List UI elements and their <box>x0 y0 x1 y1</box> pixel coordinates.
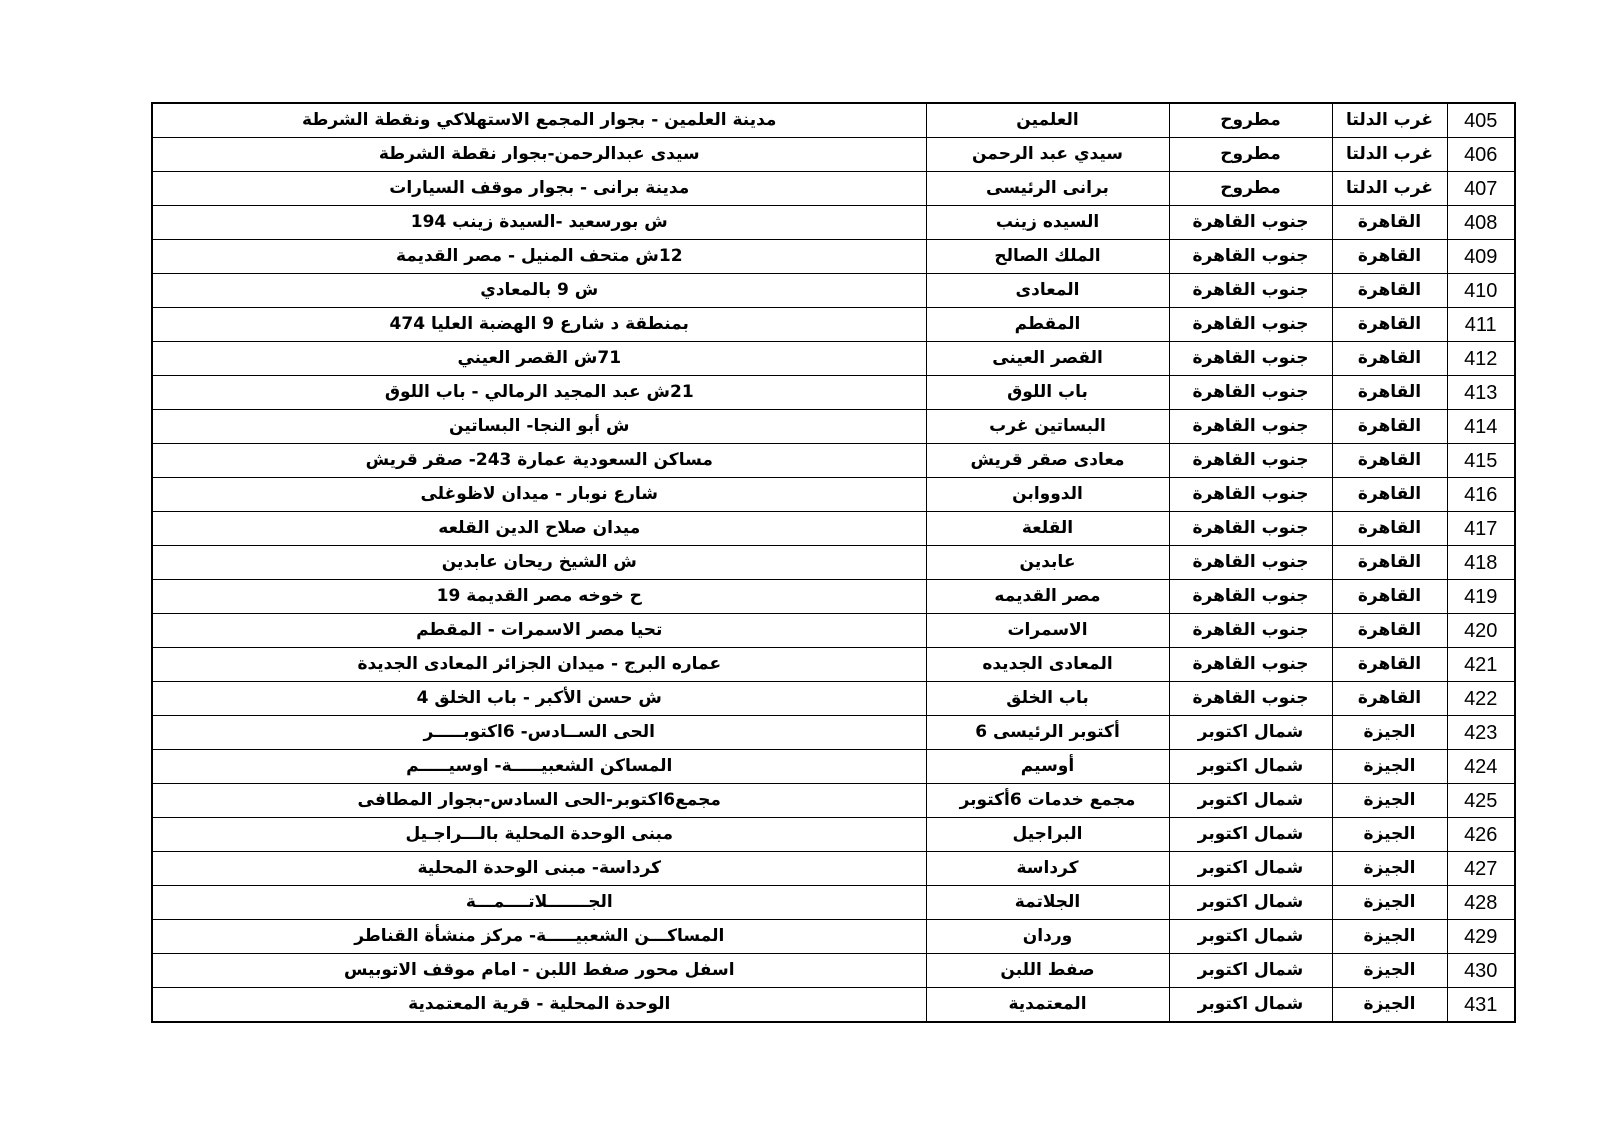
row-number-cell: 431 <box>1447 988 1515 1023</box>
zone-cell: جنوب القاهرة <box>1169 376 1332 410</box>
office-name-cell: القصر العينى <box>926 342 1169 376</box>
address-cell: بمنطقة د شارع 9 الهضبة العليا 474 <box>152 308 926 342</box>
table-row <box>152 546 1515 580</box>
row-number-cell: 421 <box>1447 648 1515 682</box>
region-cell: القاهرة <box>1332 308 1447 342</box>
address-cell: 21ش عبد المجيد الرمالي - باب اللوق <box>152 376 926 410</box>
table-row <box>152 138 1515 172</box>
office-name-cell: المعتمدية <box>926 988 1169 1023</box>
zone-cell: جنوب القاهرة <box>1169 308 1332 342</box>
region-cell: القاهرة <box>1332 478 1447 512</box>
row-number-cell: 429 <box>1447 920 1515 954</box>
zone-cell: مطروح <box>1169 172 1332 206</box>
region-cell: القاهرة <box>1332 648 1447 682</box>
office-name-cell: سيدي عبد الرحمن <box>926 138 1169 172</box>
region-cell: القاهرة <box>1332 410 1447 444</box>
region-cell: الجيزة <box>1332 716 1447 750</box>
zone-cell: شمال اكتوبر <box>1169 954 1332 988</box>
address-cell: مدينة برانى - بجوار موقف السيارات <box>152 172 926 206</box>
office-name-cell: صفط اللبن <box>926 954 1169 988</box>
zone-cell: جنوب القاهرة <box>1169 206 1332 240</box>
zone-cell: شمال اكتوبر <box>1169 818 1332 852</box>
row-number-cell: 422 <box>1447 682 1515 716</box>
office-name-cell: كرداسة <box>926 852 1169 886</box>
region-cell: القاهرة <box>1332 376 1447 410</box>
table-row <box>152 750 1515 784</box>
region-cell: الجيزة <box>1332 852 1447 886</box>
office-name-cell: القلعة <box>926 512 1169 546</box>
address-cell: كرداسة- مبنى الوحدة المحلية <box>152 852 926 886</box>
region-cell: القاهرة <box>1332 682 1447 716</box>
table-row <box>152 920 1515 954</box>
region-cell: الجيزة <box>1332 886 1447 920</box>
table-row <box>152 342 1515 376</box>
region-cell: الجيزة <box>1332 818 1447 852</box>
region-cell: الجيزة <box>1332 750 1447 784</box>
table-row <box>152 954 1515 988</box>
row-number-cell: 417 <box>1447 512 1515 546</box>
office-name-cell: المعادى <box>926 274 1169 308</box>
office-name-cell: البساتين غرب <box>926 410 1169 444</box>
region-cell: القاهرة <box>1332 240 1447 274</box>
address-cell: 12ش متحف المنيل - مصر القديمة <box>152 240 926 274</box>
table-row <box>152 478 1515 512</box>
row-number-cell: 407 <box>1447 172 1515 206</box>
office-name-cell: الملك الصالح <box>926 240 1169 274</box>
office-name-cell: العلمين <box>926 103 1169 138</box>
table-row <box>152 444 1515 478</box>
office-name-cell: المقطم <box>926 308 1169 342</box>
zone-cell: شمال اكتوبر <box>1169 784 1332 818</box>
address-cell: 71ش القصر العيني <box>152 342 926 376</box>
office-name-cell: وردان <box>926 920 1169 954</box>
zone-cell: شمال اكتوبر <box>1169 920 1332 954</box>
row-number-cell: 428 <box>1447 886 1515 920</box>
row-number-cell: 405 <box>1447 103 1515 138</box>
zone-cell: جنوب القاهرة <box>1169 512 1332 546</box>
address-cell: الوحدة المحلية - قرية المعتمدية <box>152 988 926 1023</box>
region-cell: غرب الدلتا <box>1332 138 1447 172</box>
office-name-cell: الدووابن <box>926 478 1169 512</box>
office-name-cell: مجمع خدمات 6أكتوبر <box>926 784 1169 818</box>
branches-table <box>151 102 1516 1023</box>
address-cell: سيدى عبدالرحمن-بجوار نقطة الشرطة <box>152 138 926 172</box>
office-name-cell: عابدين <box>926 546 1169 580</box>
address-cell: الحى الســادس- 6اكتوبـــــر <box>152 716 926 750</box>
row-number-cell: 427 <box>1447 852 1515 886</box>
zone-cell: شمال اكتوبر <box>1169 886 1332 920</box>
region-cell: القاهرة <box>1332 512 1447 546</box>
row-number-cell: 411 <box>1447 308 1515 342</box>
region-cell: الجيزة <box>1332 954 1447 988</box>
table-row <box>152 988 1515 1023</box>
table-row <box>152 818 1515 852</box>
region-cell: القاهرة <box>1332 614 1447 648</box>
table-row <box>152 716 1515 750</box>
office-name-cell: أوسيم <box>926 750 1169 784</box>
zone-cell: جنوب القاهرة <box>1169 444 1332 478</box>
region-cell: القاهرة <box>1332 206 1447 240</box>
row-number-cell: 426 <box>1447 818 1515 852</box>
region-cell: القاهرة <box>1332 342 1447 376</box>
row-number-cell: 420 <box>1447 614 1515 648</box>
region-cell: القاهرة <box>1332 444 1447 478</box>
table-row <box>152 682 1515 716</box>
table-row <box>152 206 1515 240</box>
zone-cell: شمال اكتوبر <box>1169 750 1332 784</box>
row-number-cell: 419 <box>1447 580 1515 614</box>
office-name-cell: برانى الرئيسى <box>926 172 1169 206</box>
address-cell: عماره البرج - ميدان الجزائر المعادى الجديدة <box>152 648 926 682</box>
zone-cell: جنوب القاهرة <box>1169 546 1332 580</box>
row-number-cell: 410 <box>1447 274 1515 308</box>
address-cell: ش 9 بالمعادي <box>152 274 926 308</box>
office-name-cell: الجلاتمة <box>926 886 1169 920</box>
office-name-cell: باب الخلق <box>926 682 1169 716</box>
table-row <box>152 580 1515 614</box>
row-number-cell: 425 <box>1447 784 1515 818</box>
row-number-cell: 406 <box>1447 138 1515 172</box>
address-cell: ش أبو النجا- البساتين <box>152 410 926 444</box>
table-row <box>152 376 1515 410</box>
address-cell: ميدان صلاح الدين القلعه <box>152 512 926 546</box>
zone-cell: شمال اكتوبر <box>1169 988 1332 1023</box>
row-number-cell: 416 <box>1447 478 1515 512</box>
zone-cell: شمال اكتوبر <box>1169 716 1332 750</box>
table-row <box>152 240 1515 274</box>
office-name-cell: معادى صقر قريش <box>926 444 1169 478</box>
region-cell: الجيزة <box>1332 988 1447 1023</box>
address-cell: الجـــــــلاتــــمـــة <box>152 886 926 920</box>
address-cell: المساكـــن الشعبيـــــة- مركز منشأة القناطر <box>152 920 926 954</box>
office-name-cell: باب اللوق <box>926 376 1169 410</box>
address-cell: مبنى الوحدة المحلية بالـــراجـيل <box>152 818 926 852</box>
address-cell: تحيا مصر الاسمرات - المقطم <box>152 614 926 648</box>
zone-cell: جنوب القاهرة <box>1169 648 1332 682</box>
zone-cell: جنوب القاهرة <box>1169 580 1332 614</box>
table-row <box>152 784 1515 818</box>
office-name-cell: مصر القديمه <box>926 580 1169 614</box>
region-cell: الجيزة <box>1332 920 1447 954</box>
zone-cell: جنوب القاهرة <box>1169 342 1332 376</box>
office-name-cell: أكتوبر الرئيسى 6 <box>926 716 1169 750</box>
address-cell: شارع نوبار - ميدان لاظوغلى <box>152 478 926 512</box>
branches-table-body <box>152 103 1515 1022</box>
address-cell: ش الشيخ ريحان عابدين <box>152 546 926 580</box>
address-cell: ح خوخه مصر القديمة 19 <box>152 580 926 614</box>
zone-cell: شمال اكتوبر <box>1169 852 1332 886</box>
zone-cell: جنوب القاهرة <box>1169 614 1332 648</box>
address-cell: مساكن السعودية عمارة 243- صقر قريش <box>152 444 926 478</box>
zone-cell: مطروح <box>1169 103 1332 138</box>
address-cell: مدينة العلمين - بجوار المجمع الاستهلاكي ونقطة الشرطة <box>152 103 926 138</box>
address-cell: مجمع6اكتوبر-الحى السادس-بجوار المطافى <box>152 784 926 818</box>
table-row <box>152 648 1515 682</box>
region-cell: غرب الدلتا <box>1332 172 1447 206</box>
region-cell: القاهرة <box>1332 546 1447 580</box>
zone-cell: مطروح <box>1169 138 1332 172</box>
address-cell: ش بورسعيد -السيدة زينب 194 <box>152 206 926 240</box>
address-cell: اسفل محور صفط اللبن - امام موقف الاتوبيس <box>152 954 926 988</box>
table-row <box>152 308 1515 342</box>
row-number-cell: 412 <box>1447 342 1515 376</box>
office-name-cell: المعادى الجديده <box>926 648 1169 682</box>
zone-cell: جنوب القاهرة <box>1169 478 1332 512</box>
zone-cell: جنوب القاهرة <box>1169 274 1332 308</box>
row-number-cell: 413 <box>1447 376 1515 410</box>
office-name-cell: البراجيل <box>926 818 1169 852</box>
table-row <box>152 614 1515 648</box>
address-cell: ش حسن الأكبر - باب الخلق 4 <box>152 682 926 716</box>
office-name-cell: الاسمرات <box>926 614 1169 648</box>
region-cell: القاهرة <box>1332 580 1447 614</box>
row-number-cell: 423 <box>1447 716 1515 750</box>
table-row <box>152 852 1515 886</box>
table-row <box>152 512 1515 546</box>
office-name-cell: السيده زينب <box>926 206 1169 240</box>
region-cell: غرب الدلتا <box>1332 103 1447 138</box>
row-number-cell: 430 <box>1447 954 1515 988</box>
row-number-cell: 418 <box>1447 546 1515 580</box>
table-row <box>152 410 1515 444</box>
table-row <box>152 886 1515 920</box>
region-cell: القاهرة <box>1332 274 1447 308</box>
address-cell: المساكن الشعبيـــــة- اوسيـــــم <box>152 750 926 784</box>
zone-cell: جنوب القاهرة <box>1169 410 1332 444</box>
zone-cell: جنوب القاهرة <box>1169 682 1332 716</box>
zone-cell: جنوب القاهرة <box>1169 240 1332 274</box>
table-row <box>152 103 1515 138</box>
row-number-cell: 414 <box>1447 410 1515 444</box>
row-number-cell: 409 <box>1447 240 1515 274</box>
row-number-cell: 408 <box>1447 206 1515 240</box>
row-number-cell: 415 <box>1447 444 1515 478</box>
table-row <box>152 274 1515 308</box>
table-row <box>152 172 1515 206</box>
region-cell: الجيزة <box>1332 784 1447 818</box>
row-number-cell: 424 <box>1447 750 1515 784</box>
